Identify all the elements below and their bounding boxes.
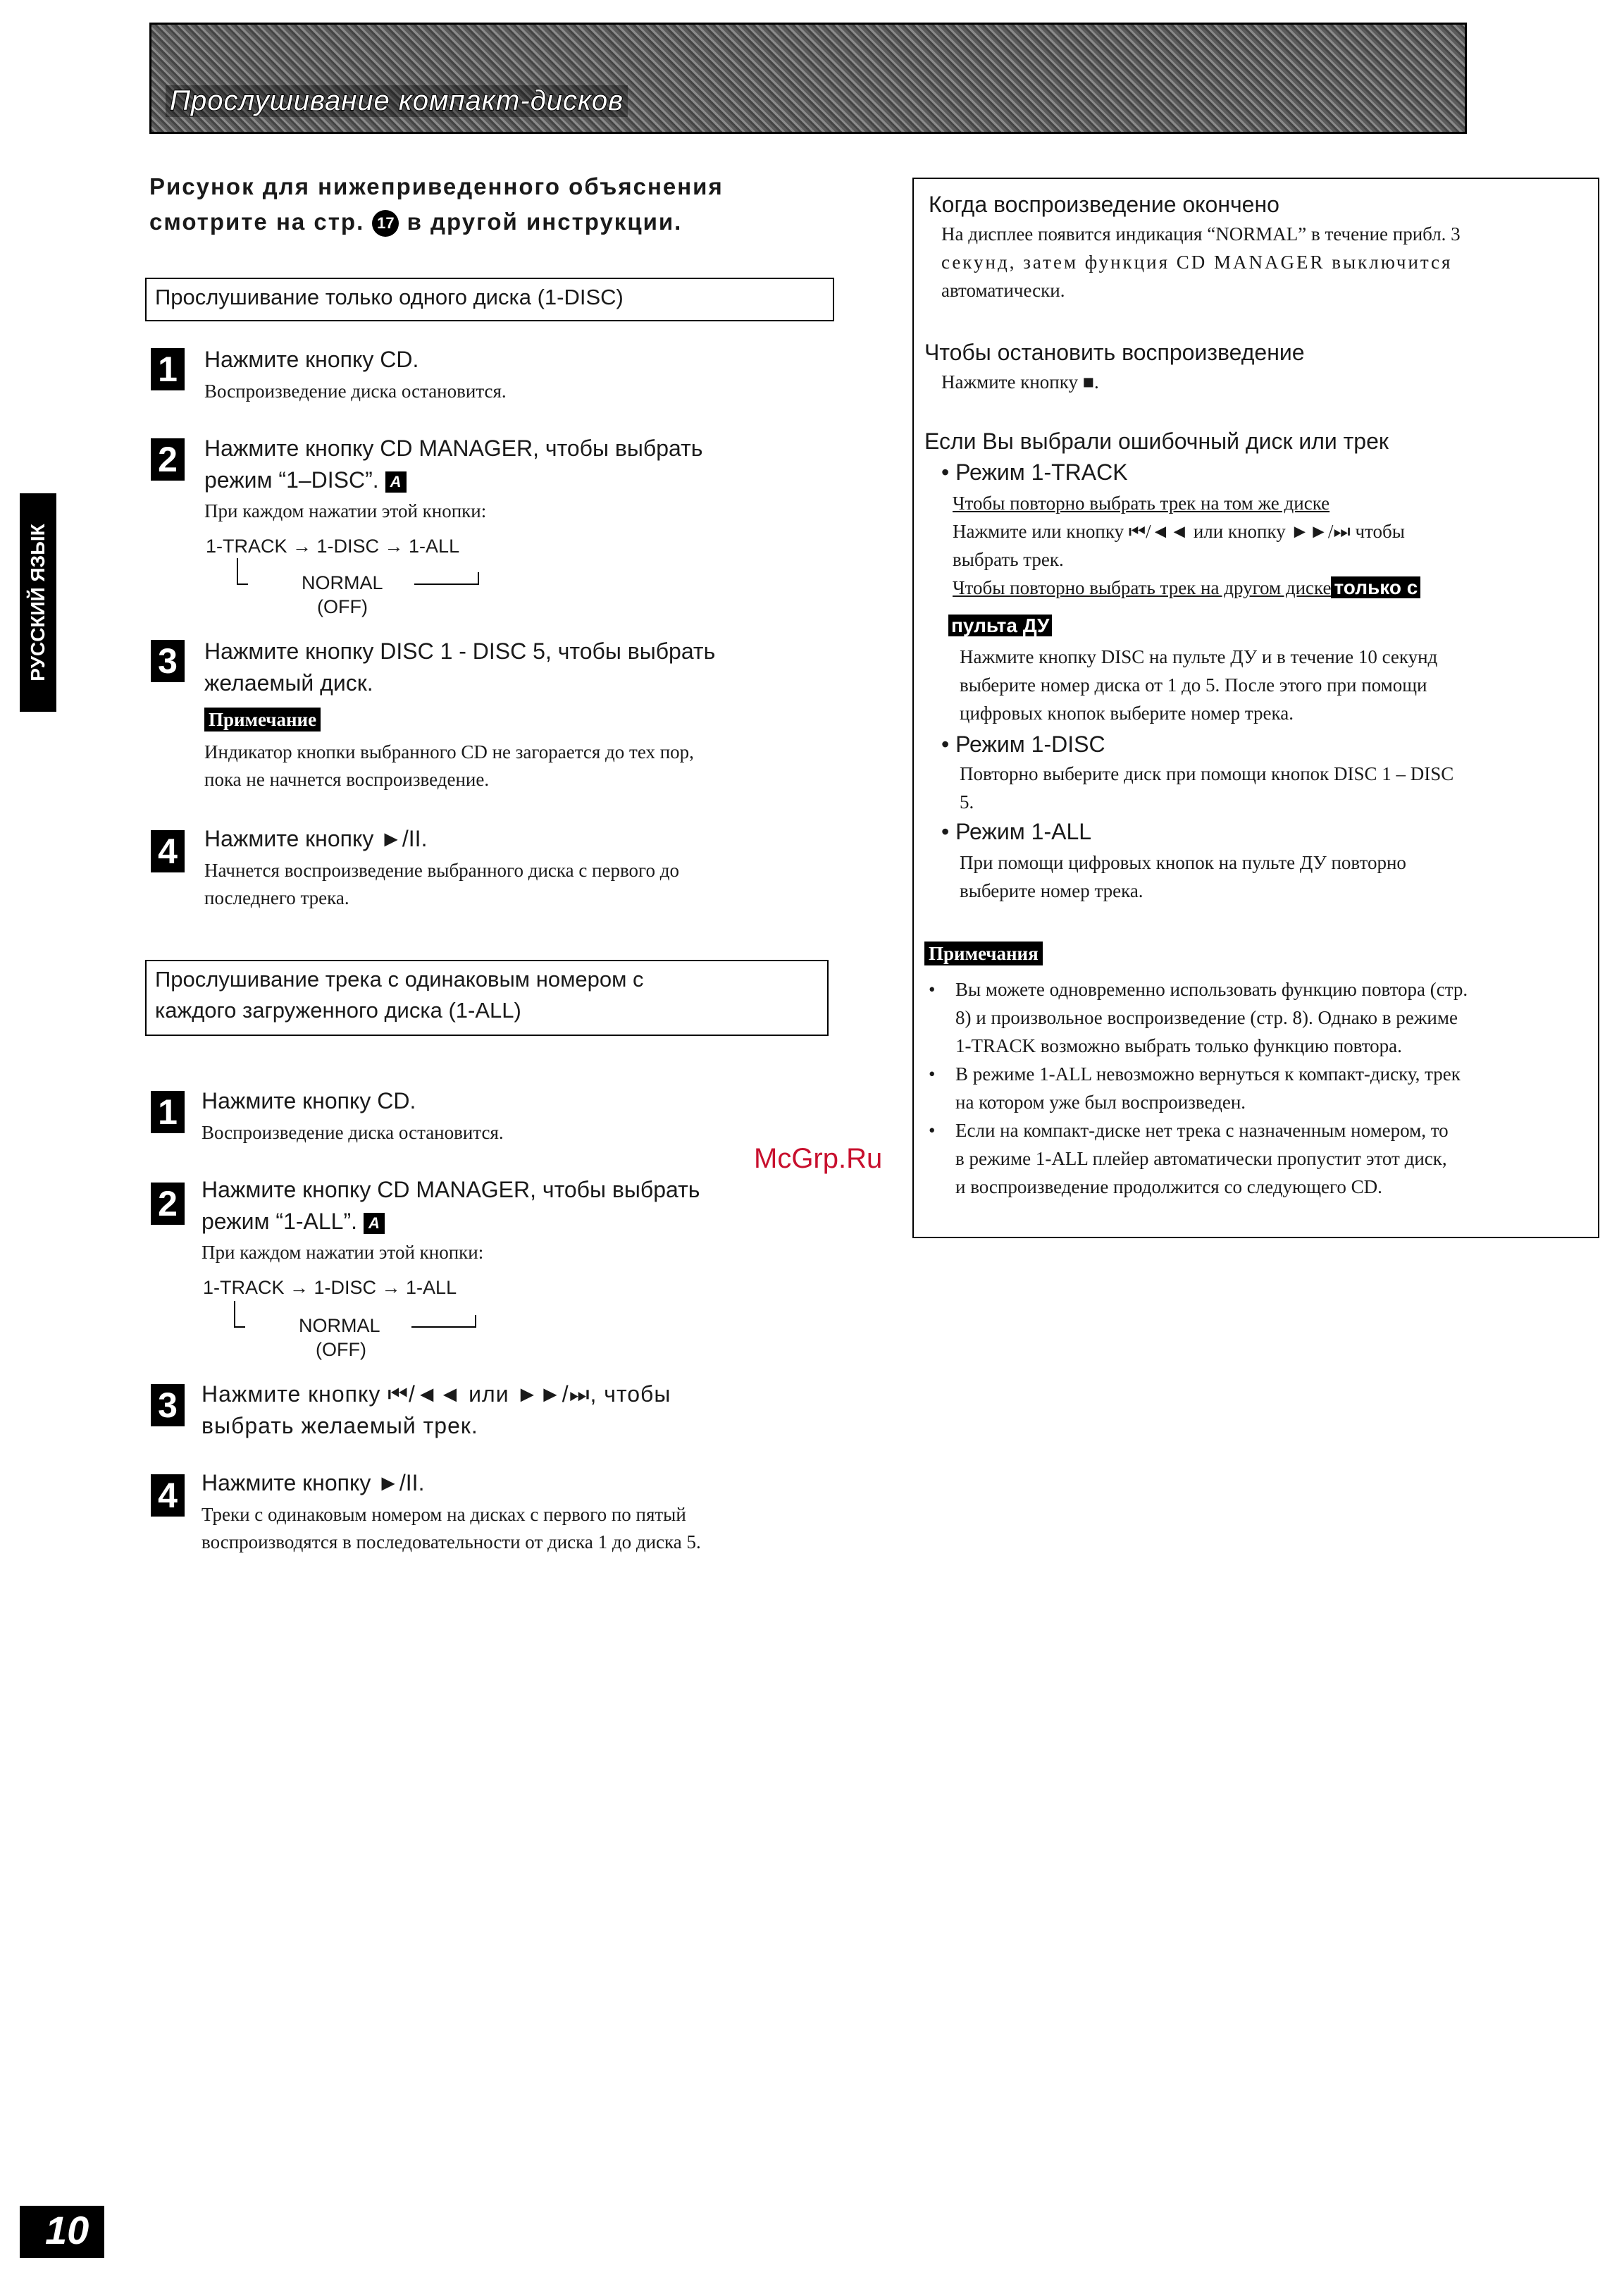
note-item: В режиме 1-ALL невозможно вернуться к компакт-диску, трек на котором уже был воспроизведен. xyxy=(955,1063,1461,1113)
mode-heading: • Режим 1-DISC xyxy=(941,732,1105,757)
step-heading: Нажмите кнопку ⏮/◄◄ или ►►/⏭, чтобы выбрать желаемый трек. xyxy=(202,1381,671,1438)
flow-arrow-line xyxy=(234,1301,245,1328)
intro-line-2: смотрите на стр. 17 в другой инструкции. xyxy=(149,204,833,240)
note-item: Вы можете одновременно использовать функцию повтора (стр. 8) и произвольное воспроизведение (стр. 8). Однако в режиме 1-TRACK возможно выбрать только функцию повтора. xyxy=(955,979,1468,1056)
section-1-title: Прослушивание только одного диска (1-DISC) xyxy=(155,285,624,309)
section-2-title: Прослушивание трека с одинаковым номером с xyxy=(155,967,644,992)
mode-flow: 1-TRACK → 1-DISC → 1-ALL xyxy=(203,1277,457,1298)
step-body: Треки с одинаковым номером на дисках с первого по пятый воспроизводятся в последовательности от диска 1 до диска 5. xyxy=(202,1504,701,1552)
mode-heading: • Режим 1-ALL xyxy=(941,819,1092,844)
page-number: 10 xyxy=(45,2208,89,2252)
step-number: 3 xyxy=(151,1384,185,1426)
step-body: При каждом нажатии этой кнопки: xyxy=(202,1242,484,1263)
flow-arrow-line xyxy=(237,558,248,585)
step-number: 3 xyxy=(151,640,185,682)
display-mode-icon: A xyxy=(364,1213,385,1234)
remote-only-label: только с xyxy=(1331,576,1420,598)
note-text: Индикатор кнопки выбранного CD не загорается до тех пор, пока не начнется воспроизведение. xyxy=(204,741,694,790)
watermark: McGrp.Ru xyxy=(754,1143,883,1174)
step-heading: Нажмите кнопку CD MANAGER, чтобы выбрать режим “1-ALL”. A xyxy=(202,1177,700,1234)
note-bullet: • xyxy=(929,979,936,1000)
page-ref-badge: 17 xyxy=(372,210,399,237)
note-bullet: • xyxy=(929,1120,936,1141)
step-heading: Нажмите кнопку ►/II. xyxy=(204,826,428,851)
mode-normal: NORMAL xyxy=(302,572,383,593)
step-heading: Нажмите кнопку CD. xyxy=(202,1088,416,1113)
section-2-title-box: Прослушивание трека с одинаковым номером с каждого загруженного диска (1-ALL) xyxy=(145,960,829,1036)
mode-text: Нажмите кнопку DISC на пульте ДУ и в течение 10 секунд выберите номер диска от 1 до 5. После этого при помощи цифровых кнопок выберите номер трека. xyxy=(960,646,1438,724)
language-label: РУССКИЙ ЯЗЫК xyxy=(27,524,49,681)
mode-flow: 1-TRACK → 1-DISC → 1-ALL xyxy=(206,536,460,557)
mode-text: Повторно выберите диск при помощи кнопок DISC 1 – DISC 5. xyxy=(960,763,1454,813)
mode-heading: • Режим 1-TRACK xyxy=(941,459,1128,485)
step-body: Начнется воспроизведение выбранного диска с первого до последнего трека. xyxy=(204,860,679,908)
mode-normal: NORMAL xyxy=(299,1315,380,1336)
info-heading: Чтобы остановить воспроизведение xyxy=(924,340,1305,365)
step-number: 2 xyxy=(151,438,185,481)
step-number: 4 xyxy=(151,1474,185,1517)
note-label: Примечание xyxy=(204,708,321,732)
page-title: Прослушивание компакт-дисков xyxy=(166,85,628,117)
mode-text: Чтобы повторно выбрать трек на том же диске Нажмите или кнопку ⏮/◄◄ или кнопку ►►/⏭ чтобы выбрать трек. Чтобы повторно выбрать трек на другом диске только с xyxy=(953,489,1587,602)
step-heading: Нажмите кнопку CD. xyxy=(204,347,419,372)
info-heading: Если Вы выбрали ошибочный диск или трек xyxy=(924,428,1389,454)
step-number: 1 xyxy=(151,1091,185,1133)
step-body: Воспроизведение диска остановится. xyxy=(202,1122,504,1143)
language-side-tab xyxy=(20,493,56,712)
step-body: Воспроизведение диска остановится. xyxy=(204,381,507,402)
step-body: При каждом нажатии этой кнопки: xyxy=(204,500,487,521)
header-banner xyxy=(149,23,1467,134)
note-bullet: • xyxy=(929,1063,936,1085)
step-heading: Нажмите кнопку ►/II. xyxy=(202,1470,425,1495)
display-mode-icon: A xyxy=(385,471,407,493)
mode-text: При помощи цифровых кнопок на пульте ДУ повторно выберите номер трека. xyxy=(960,852,1406,901)
step-number: 4 xyxy=(151,830,185,872)
notes-label: Примечания xyxy=(924,942,1043,965)
note-item: Если на компакт-диске нет трека с назначенным номером, то в режиме 1-ALL плейер автоматически пропустит этот диск, и воспроизведение продолжится со следующего CD. xyxy=(955,1120,1449,1197)
mode-off: (OFF) xyxy=(317,596,368,617)
info-heading: Когда воспроизведение окончено xyxy=(929,192,1279,217)
info-paragraph: На дисплее появится индикация “NORMAL” в течение прибл. 3 секунд, затем функция CD MANAGER выключится автоматически. xyxy=(941,223,1461,301)
step-number: 2 xyxy=(151,1183,185,1225)
step-number: 1 xyxy=(151,348,185,390)
section-1-title-box xyxy=(145,278,834,321)
info-paragraph: Нажмите кнопку ■. xyxy=(941,371,1099,393)
flow-arrow-line xyxy=(411,1315,476,1328)
intro-text xyxy=(149,169,833,240)
step-heading: Нажмите кнопку DISC 1 - DISC 5, чтобы выбрать желаемый диск. xyxy=(204,638,716,696)
mode-off: (OFF) xyxy=(316,1339,366,1360)
remote-only-label: пульта ДУ xyxy=(948,615,1052,637)
flow-arrow-line xyxy=(414,572,479,585)
page-number-box xyxy=(20,2206,104,2258)
step-heading: Нажмите кнопку CD MANAGER, чтобы выбрать режим “1–DISC”. A xyxy=(204,436,703,493)
intro-line-1: Рисунок для нижеприведенного объяснения xyxy=(149,173,724,199)
